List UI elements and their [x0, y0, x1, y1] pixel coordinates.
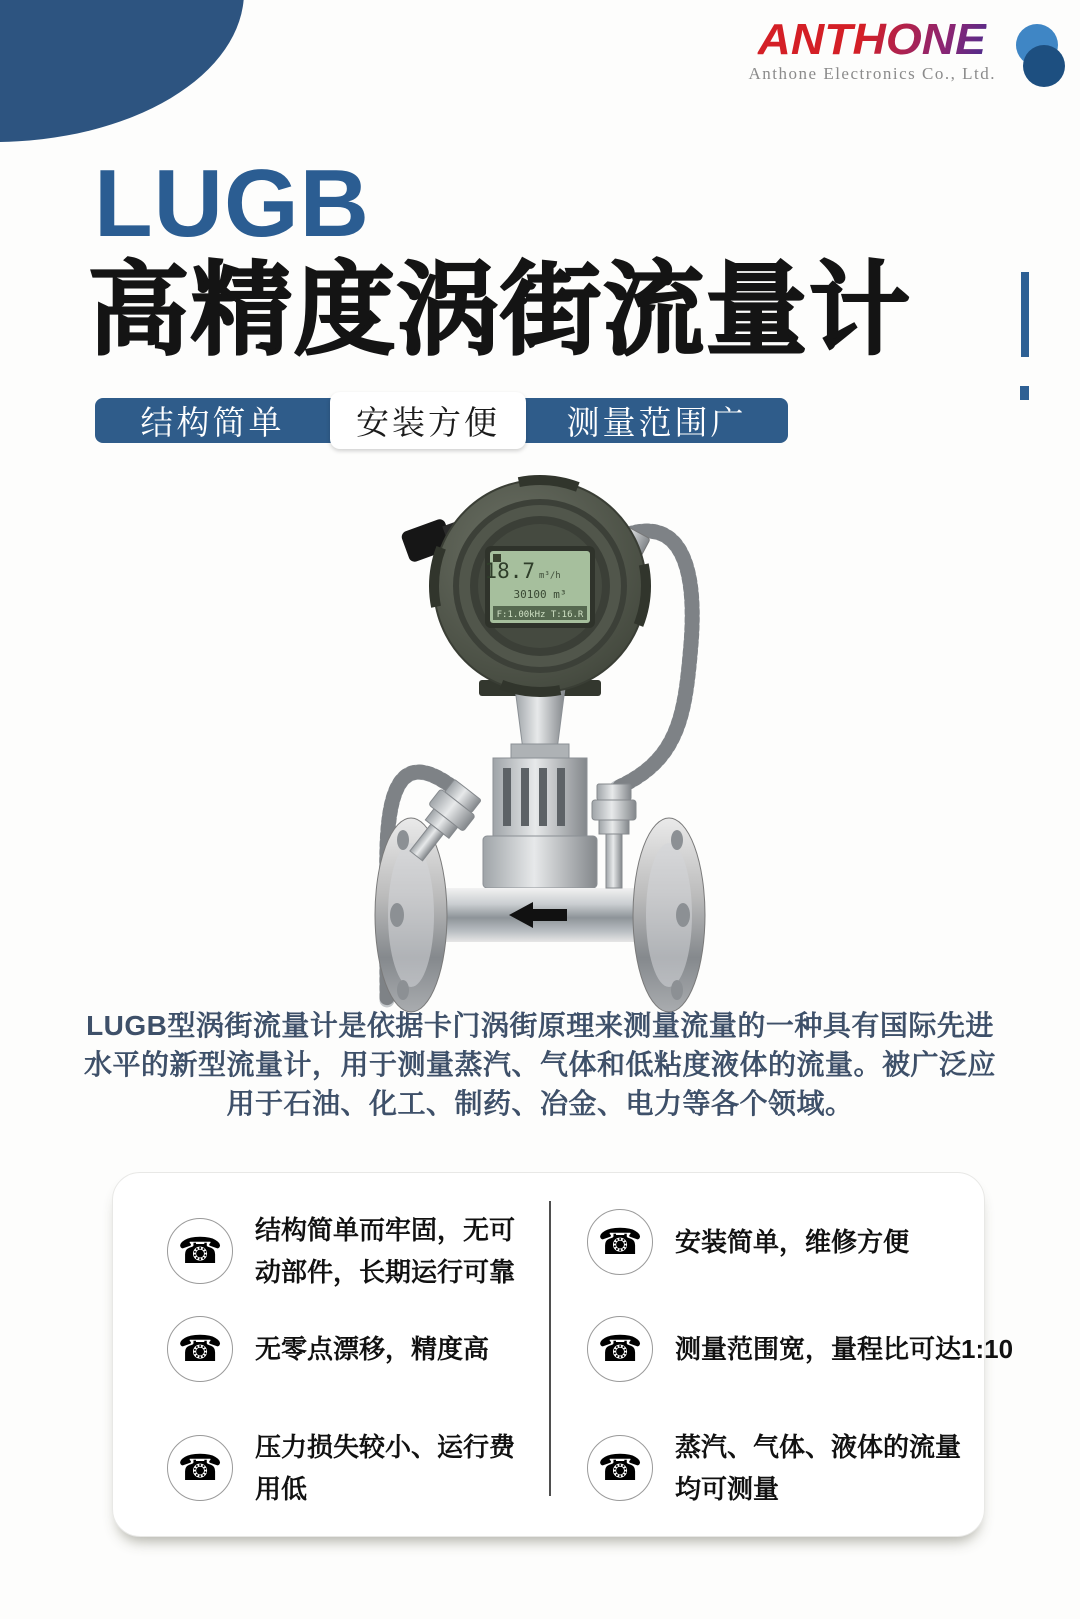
- feature-item: [587, 1316, 1015, 1382]
- feature-item: [167, 1426, 535, 1510]
- right-accent-dot: [1020, 386, 1029, 400]
- logo-circle-dark: [1023, 45, 1065, 87]
- description-line: 水平的新型流量计，用于测量蒸汽、气体和低粘度液体的流量。被广泛应: [83, 1049, 996, 1080]
- tag-wide-range: 测量范围广: [566, 404, 747, 441]
- feature-text: 结构简单而牢固，无可动部件，长期运行可靠: [255, 1215, 516, 1287]
- corner-blob-decoration: [0, 0, 244, 142]
- lcd-status: F:1.00kHz T:16.R: [496, 610, 584, 620]
- right-fitting: [592, 784, 636, 888]
- product-main-title: 高精度涡街流量计: [88, 255, 913, 367]
- flowmeter-product-image: [345, 448, 735, 1013]
- tag-easy-install: 安装方便: [330, 392, 526, 449]
- transmitter-head: [400, 480, 650, 692]
- lcd-total: 30100 m³: [513, 588, 567, 601]
- feature-item: [167, 1209, 535, 1293]
- feature-text: 蒸汽、气体、液体的流量均可测量: [675, 1432, 962, 1504]
- feature-item: [587, 1209, 1015, 1275]
- brand-logo-subtitle: Anthone Electronics Co., Ltd.: [748, 64, 996, 83]
- feature-text: 无零点漂移，精度高: [255, 1334, 490, 1364]
- telephone-icon: ☎: [587, 1435, 653, 1501]
- feature-text: 压力损失较小、运行费用低: [255, 1432, 516, 1504]
- brand-logo-text: ANTHONE: [758, 15, 987, 64]
- feature-text: 安装简单，维修方便: [675, 1227, 910, 1257]
- product-model-title: LUGB: [94, 150, 370, 257]
- feature-item: [167, 1316, 535, 1382]
- column-divider: [549, 1201, 551, 1496]
- telephone-icon: ☎: [587, 1316, 653, 1382]
- telephone-icon: ☎: [167, 1435, 233, 1501]
- feature-text: 测量范围宽，量程比可达1:10: [675, 1334, 1014, 1364]
- description-line: 用于石油、化工、制药、冶金、电力等各个领域。: [226, 1088, 854, 1119]
- telephone-icon: ☎: [167, 1218, 233, 1284]
- product-description: [0, 1006, 1080, 1123]
- features-card: [112, 1172, 1014, 1537]
- right-accent-bar: [1021, 272, 1029, 357]
- description-line: LUGB型涡街流量计是依据卡门涡街原理来测量流量的一种具有国际先进: [86, 1010, 994, 1041]
- lcd-flow-value: 18.7: [484, 559, 535, 583]
- telephone-icon: ☎: [167, 1316, 233, 1382]
- telephone-icon: ☎: [587, 1209, 653, 1275]
- lcd-flow-unit: m³/h: [539, 571, 561, 581]
- brand-logo: [748, 15, 996, 84]
- tag-simple-structure: 结构简单: [140, 404, 285, 441]
- feature-item: [587, 1426, 985, 1510]
